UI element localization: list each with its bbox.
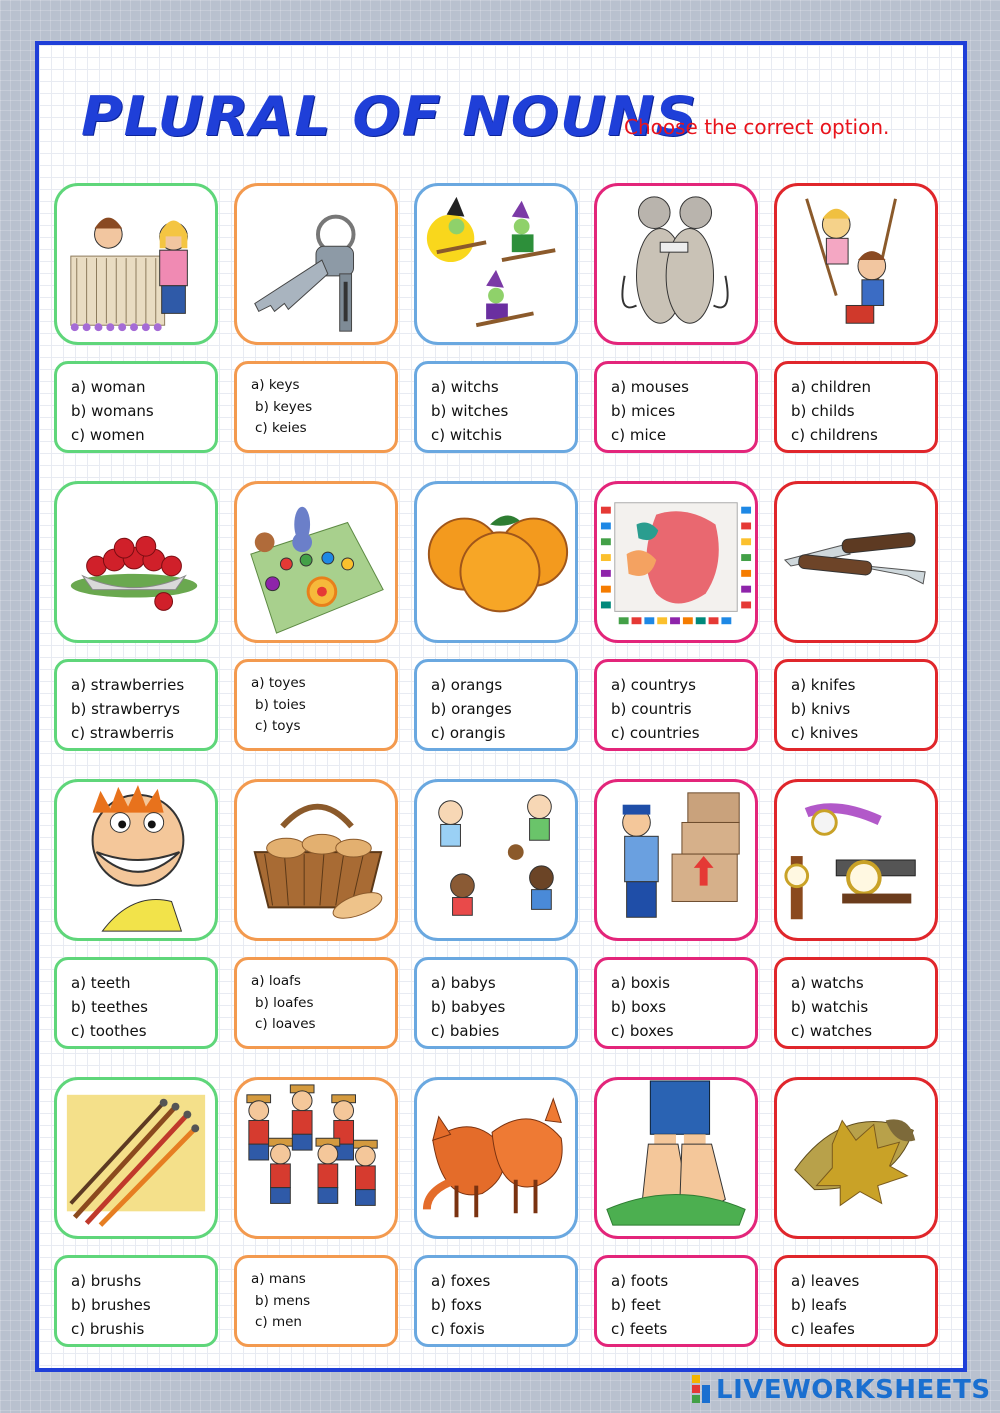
loaves-icon [237,782,395,938]
picture-frame [54,183,218,345]
children-icon [777,186,935,342]
answer-option[interactable]: a) witchs [431,378,499,396]
keys-icon [237,186,395,342]
foxes-icon [417,1080,575,1236]
picture-frame [774,1077,938,1239]
answer-option[interactable]: c) keies [255,420,307,436]
picture-frame [774,481,938,643]
oranges-icon [417,484,575,640]
watermark-text: LIVEWORKSHEETS [716,1375,991,1405]
answer-option[interactable]: a) leaves [791,1272,860,1290]
instruction-text: Choose the correct option. [624,115,890,139]
answer-option[interactable]: c) brushis [71,1320,145,1338]
options-box [414,1255,578,1347]
picture-frame [54,1077,218,1239]
page-title: PLURAL OF NOUNS [81,85,698,148]
women-icon [57,186,215,342]
picture-frame [414,183,578,345]
answer-option[interactable]: b) countris [611,700,692,718]
answer-option[interactable]: c) witchis [431,426,502,444]
options-box [774,361,938,453]
options-box [54,659,218,751]
options-box [594,1255,758,1347]
picture-frame [54,481,218,643]
men-icon [237,1080,395,1236]
answer-option[interactable]: c) strawberris [71,724,174,742]
answer-option[interactable]: a) mans [251,1271,306,1287]
mice-icon [597,186,755,342]
options-box [54,957,218,1049]
answer-option[interactable]: a) keys [251,377,300,393]
leaves-icon [777,1080,935,1236]
options-box [414,659,578,751]
answer-option[interactable]: a) foxes [431,1272,491,1290]
answer-option[interactable]: b) childs [791,402,855,420]
liveworksheets-logo-icon [692,1375,712,1405]
answer-option[interactable]: b) watchis [791,998,869,1016]
answer-option[interactable]: b) feet [611,1296,661,1314]
answer-option[interactable]: c) toys [255,718,301,734]
answer-option[interactable]: c) boxes [611,1022,674,1040]
answer-option[interactable]: c) leafes [791,1320,855,1338]
options-box [774,659,938,751]
options-box [594,957,758,1049]
picture-frame [234,779,398,941]
answer-option[interactable]: c) toothes [71,1022,147,1040]
answer-option[interactable]: c) foxis [431,1320,485,1338]
answer-option[interactable]: b) mens [255,1292,311,1309]
picture-frame [414,481,578,643]
countries-map-icon [597,484,755,640]
answer-option[interactable]: b) babyes [431,998,506,1016]
boxes-icon [597,782,755,938]
picture-frame [54,779,218,941]
picture-frame [774,779,938,941]
answer-option[interactable]: a) toyes [251,675,306,691]
answer-option[interactable]: c) loaves [255,1016,316,1032]
options-box [414,957,578,1049]
answer-option[interactable]: a) boxis [611,974,670,992]
answer-option[interactable]: a) orangs [431,676,503,694]
picture-frame [774,183,938,345]
answer-option[interactable]: a) mouses [611,378,689,396]
picture-frame [594,1077,758,1239]
answer-option[interactable]: c) women [71,426,145,444]
answer-option[interactable]: a) brushs [71,1272,142,1290]
answer-option[interactable]: b) keyes [255,398,313,415]
options-box [234,659,398,751]
answer-option[interactable]: b) boxs [611,998,667,1016]
babies-icon [417,782,575,938]
answer-option[interactable]: c) childrens [791,426,878,444]
picture-frame [594,481,758,643]
answer-option[interactable]: b) womans [71,402,154,420]
answer-option[interactable]: a) loafs [251,973,301,989]
answer-option[interactable]: b) brushes [71,1296,151,1314]
answer-option[interactable]: c) orangis [431,724,506,742]
knives-icon [777,484,935,640]
answer-option[interactable]: a) watchs [791,974,864,992]
answer-option[interactable]: a) foots [611,1272,669,1290]
teeth-icon [57,782,215,938]
picture-frame [234,183,398,345]
answer-option[interactable]: c) babies [431,1022,500,1040]
answer-option[interactable]: a) knifes [791,676,856,694]
answer-option[interactable]: b) mices [611,402,676,420]
answer-option[interactable]: b) teethes [71,998,148,1016]
answer-option[interactable]: a) babys [431,974,496,992]
answer-option[interactable]: b) foxs [431,1296,482,1314]
options-box [774,1255,938,1347]
answer-option[interactable]: a) teeth [71,974,131,992]
answer-option[interactable]: a) countrys [611,676,696,694]
answer-option[interactable]: c) watches [791,1022,873,1040]
brushes-icon [57,1080,215,1236]
picture-frame [234,1077,398,1239]
watches-icon [777,782,935,938]
picture-frame [594,779,758,941]
options-box [234,1255,398,1347]
picture-frame [234,481,398,643]
options-box [594,361,758,453]
options-box [234,957,398,1049]
answer-option[interactable]: c) mice [611,426,667,444]
picture-frame [594,183,758,345]
answer-option[interactable]: a) strawberries [71,676,185,694]
options-box [774,957,938,1049]
options-box [54,361,218,453]
toys-icon [237,484,395,640]
options-box [594,659,758,751]
witches-icon [417,186,575,342]
answer-option[interactable]: c) men [255,1314,302,1330]
options-box [54,1255,218,1347]
answer-option[interactable]: b) oranges [431,700,512,718]
options-box [414,361,578,453]
answer-option[interactable]: b) leafs [791,1296,847,1314]
answer-option[interactable]: a) woman [71,378,146,396]
answer-option[interactable]: b) loafes [255,994,314,1011]
answer-option[interactable]: b) knivs [791,700,851,718]
answer-option[interactable]: c) knives [791,724,859,742]
strawberries-icon [57,484,215,640]
answer-option[interactable]: c) feets [611,1320,668,1338]
liveworksheets-watermark [692,1373,991,1407]
feet-icon [597,1080,755,1236]
picture-frame [414,1077,578,1239]
answer-option[interactable]: a) children [791,378,871,396]
options-box [234,361,398,453]
worksheet-frame [35,41,967,1372]
answer-option[interactable]: b) toies [255,696,306,713]
picture-frame [414,779,578,941]
answer-option[interactable]: b) witches [431,402,509,420]
answer-option[interactable]: c) countries [611,724,700,742]
answer-option[interactable]: b) strawberrys [71,700,180,718]
